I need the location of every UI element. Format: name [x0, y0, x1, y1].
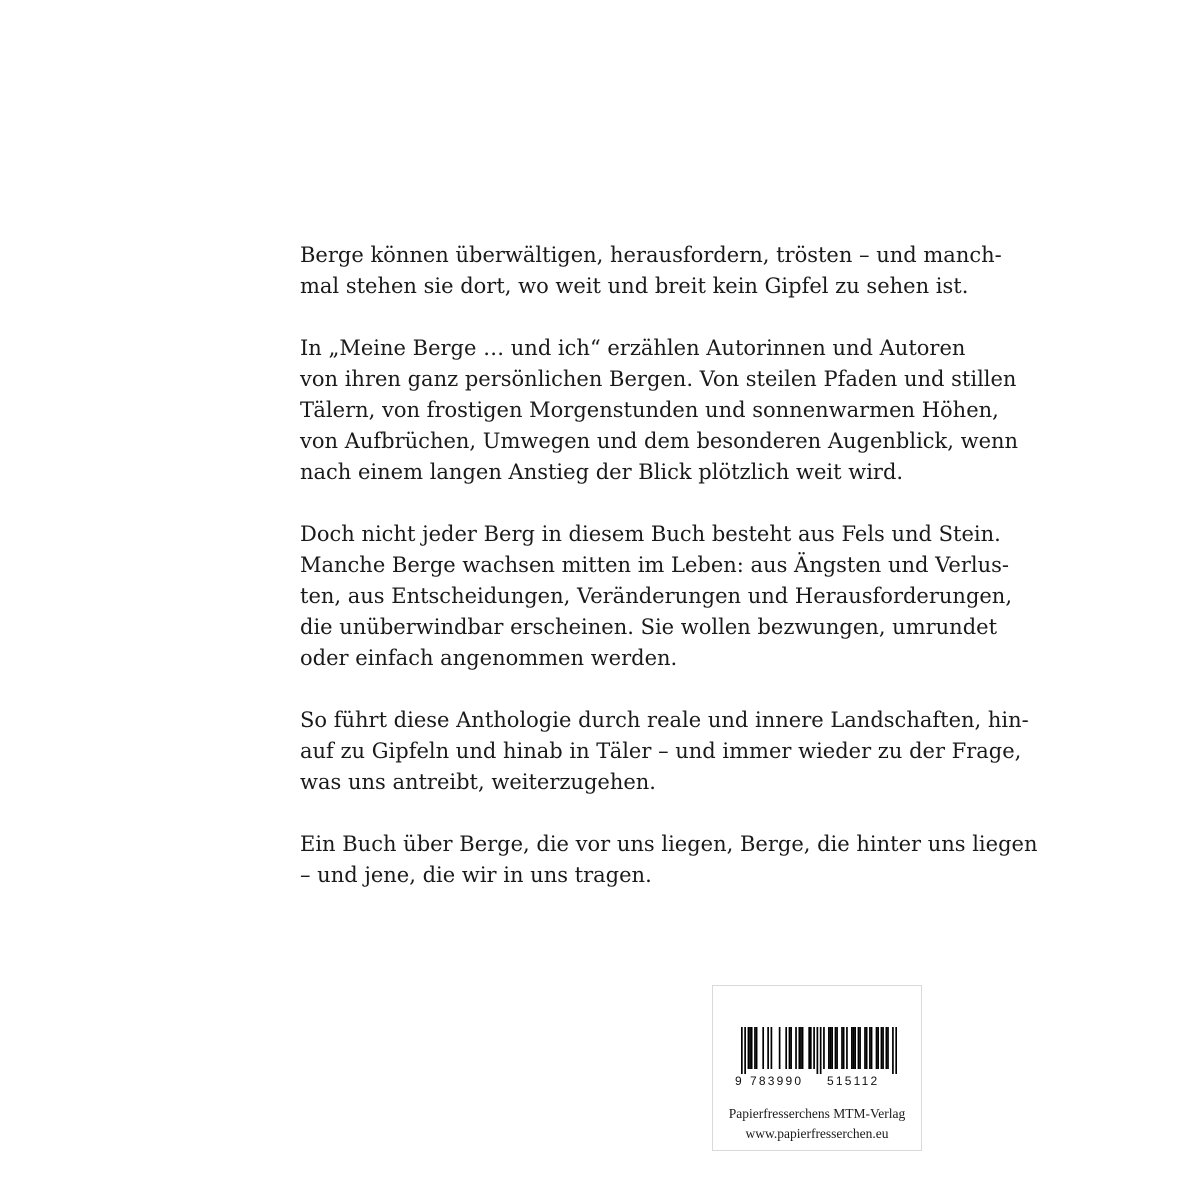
- blurb-paragraph: [300, 519, 1013, 674]
- isbn-first-digit: 9: [735, 1074, 742, 1088]
- barcode-bar: [846, 1027, 848, 1069]
- barcode-bar: [859, 1027, 861, 1069]
- blurb-line: die unüberwindbar erscheinen. Sie wollen bezwungen, umrundet: [300, 615, 998, 639]
- barcode-bar: [771, 1027, 773, 1069]
- barcode-bar: [810, 1027, 812, 1069]
- barcode-bar: [808, 1027, 810, 1069]
- blurb-line: Manche Berge wachsen mitten im Leben: aus Ängsten und Verlus-: [300, 553, 1009, 577]
- barcode-bar: [744, 1027, 746, 1074]
- blurb-line: Ein Buch über Berge, die vor uns liegen, Berge, die hinter uns liegen: [300, 832, 1038, 856]
- barcode-bar: [762, 1027, 764, 1069]
- blurb-line: oder einfach angenommen werden.: [300, 646, 678, 670]
- barcode-bar: [817, 1027, 819, 1074]
- barcode-bar: [895, 1027, 897, 1074]
- barcode-bar: [823, 1027, 825, 1069]
- barcode-bar: [754, 1027, 756, 1069]
- barcode-bar: [741, 1027, 743, 1074]
- barcode-bar: [800, 1027, 802, 1069]
- barcode-bar: [828, 1027, 830, 1069]
- barcode-bar: [790, 1027, 792, 1069]
- blurb-line: von Aufbrüchen, Umwegen und dem besonderen Augenblick, wenn: [300, 429, 1019, 453]
- publisher-info: [713, 1104, 921, 1144]
- isbn-digits: [735, 1074, 905, 1090]
- blurb-line: So führt diese Anthologie durch reale und innere Landschaften, hin-: [300, 708, 1029, 732]
- publisher-website: www.papierfresserchen.eu: [745, 1126, 889, 1141]
- barcode-bar: [749, 1027, 751, 1069]
- blurb-text: [300, 240, 1038, 922]
- publisher-name: Papierfresserchens MTM-Verlag: [728, 1106, 906, 1121]
- barcode-bar: [820, 1027, 822, 1074]
- barcode-bar: [851, 1027, 853, 1069]
- barcode-bar: [779, 1027, 781, 1069]
- barcode-bar: [882, 1027, 884, 1069]
- blurb-paragraph: [300, 705, 1029, 798]
- blurb-line: – und jene, die wir in uns tragen.: [300, 863, 652, 887]
- barcode-bar: [881, 1027, 883, 1069]
- barcode-bar: [789, 1027, 791, 1069]
- barcode-bar: [831, 1027, 833, 1069]
- barcode-bar: [830, 1027, 832, 1069]
- isbn-barcode: [741, 1027, 897, 1074]
- blurb-line: Tälern, von frostigen Morgenstunden und sonnenwarmen Höhen,: [300, 398, 999, 422]
- barcode-bar: [756, 1027, 758, 1069]
- barcode-bar: [751, 1027, 753, 1069]
- barcode-bar: [887, 1027, 889, 1069]
- blurb-paragraph: [300, 240, 1002, 302]
- barcode-bar: [853, 1027, 855, 1069]
- publisher-box: [712, 985, 922, 1151]
- barcode-bar: [795, 1027, 797, 1069]
- barcode-bar: [836, 1027, 838, 1069]
- barcode-bar: [835, 1027, 837, 1069]
- blurb-line: mal stehen sie dort, wo weit und breit kein Gipfel zu sehen ist.: [300, 274, 969, 298]
- blurb-line: ten, aus Entscheidungen, Veränderungen und Herausforderungen,: [300, 584, 1013, 608]
- isbn-right-group: 515112: [827, 1074, 880, 1088]
- barcode-bar: [785, 1027, 787, 1069]
- blurb-line: Berge können überwältigen, herausfordern, trösten – und manch-: [300, 243, 1002, 267]
- barcode-bar: [798, 1027, 800, 1069]
- barcode-bar: [877, 1027, 879, 1069]
- barcode-bar: [841, 1027, 843, 1069]
- blurb-line: nach einem langen Anstieg der Blick plötzlich weit wird.: [300, 460, 904, 484]
- barcode-bar: [892, 1027, 894, 1074]
- blurb-line: von ihren ganz persönlichen Bergen. Von steilen Pfaden und stillen: [300, 367, 1017, 391]
- barcode-bar: [858, 1027, 860, 1069]
- blurb-line: auf zu Gipfeln und hinab in Täler – und immer wieder zu der Frage,: [300, 739, 1022, 763]
- blurb-line: was uns antreibt, weiterzugehen.: [300, 770, 656, 794]
- blurb-line: In „Meine Berge … und ich“ erzählen Autorinnen und Autoren: [300, 336, 966, 360]
- barcode-bar: [813, 1027, 815, 1069]
- barcode-bar: [871, 1027, 873, 1069]
- barcode-bar: [802, 1027, 804, 1069]
- barcode-bar: [869, 1027, 871, 1069]
- blurb-line: Doch nicht jeder Berg in diesem Buch besteht aus Fels und Stein.: [300, 522, 1001, 546]
- isbn-left-group: 783990: [750, 1074, 804, 1088]
- barcode-bar: [866, 1027, 868, 1069]
- blurb-paragraph: [300, 333, 1019, 488]
- barcode-bar: [767, 1027, 769, 1069]
- blurb-paragraph: [300, 829, 1038, 891]
- barcode-bar: [843, 1027, 845, 1069]
- barcode-bar: [876, 1027, 878, 1069]
- barcode-bar: [748, 1027, 750, 1069]
- barcode-bar: [854, 1027, 856, 1069]
- barcode-bar: [886, 1027, 888, 1069]
- barcode-bar: [864, 1027, 866, 1069]
